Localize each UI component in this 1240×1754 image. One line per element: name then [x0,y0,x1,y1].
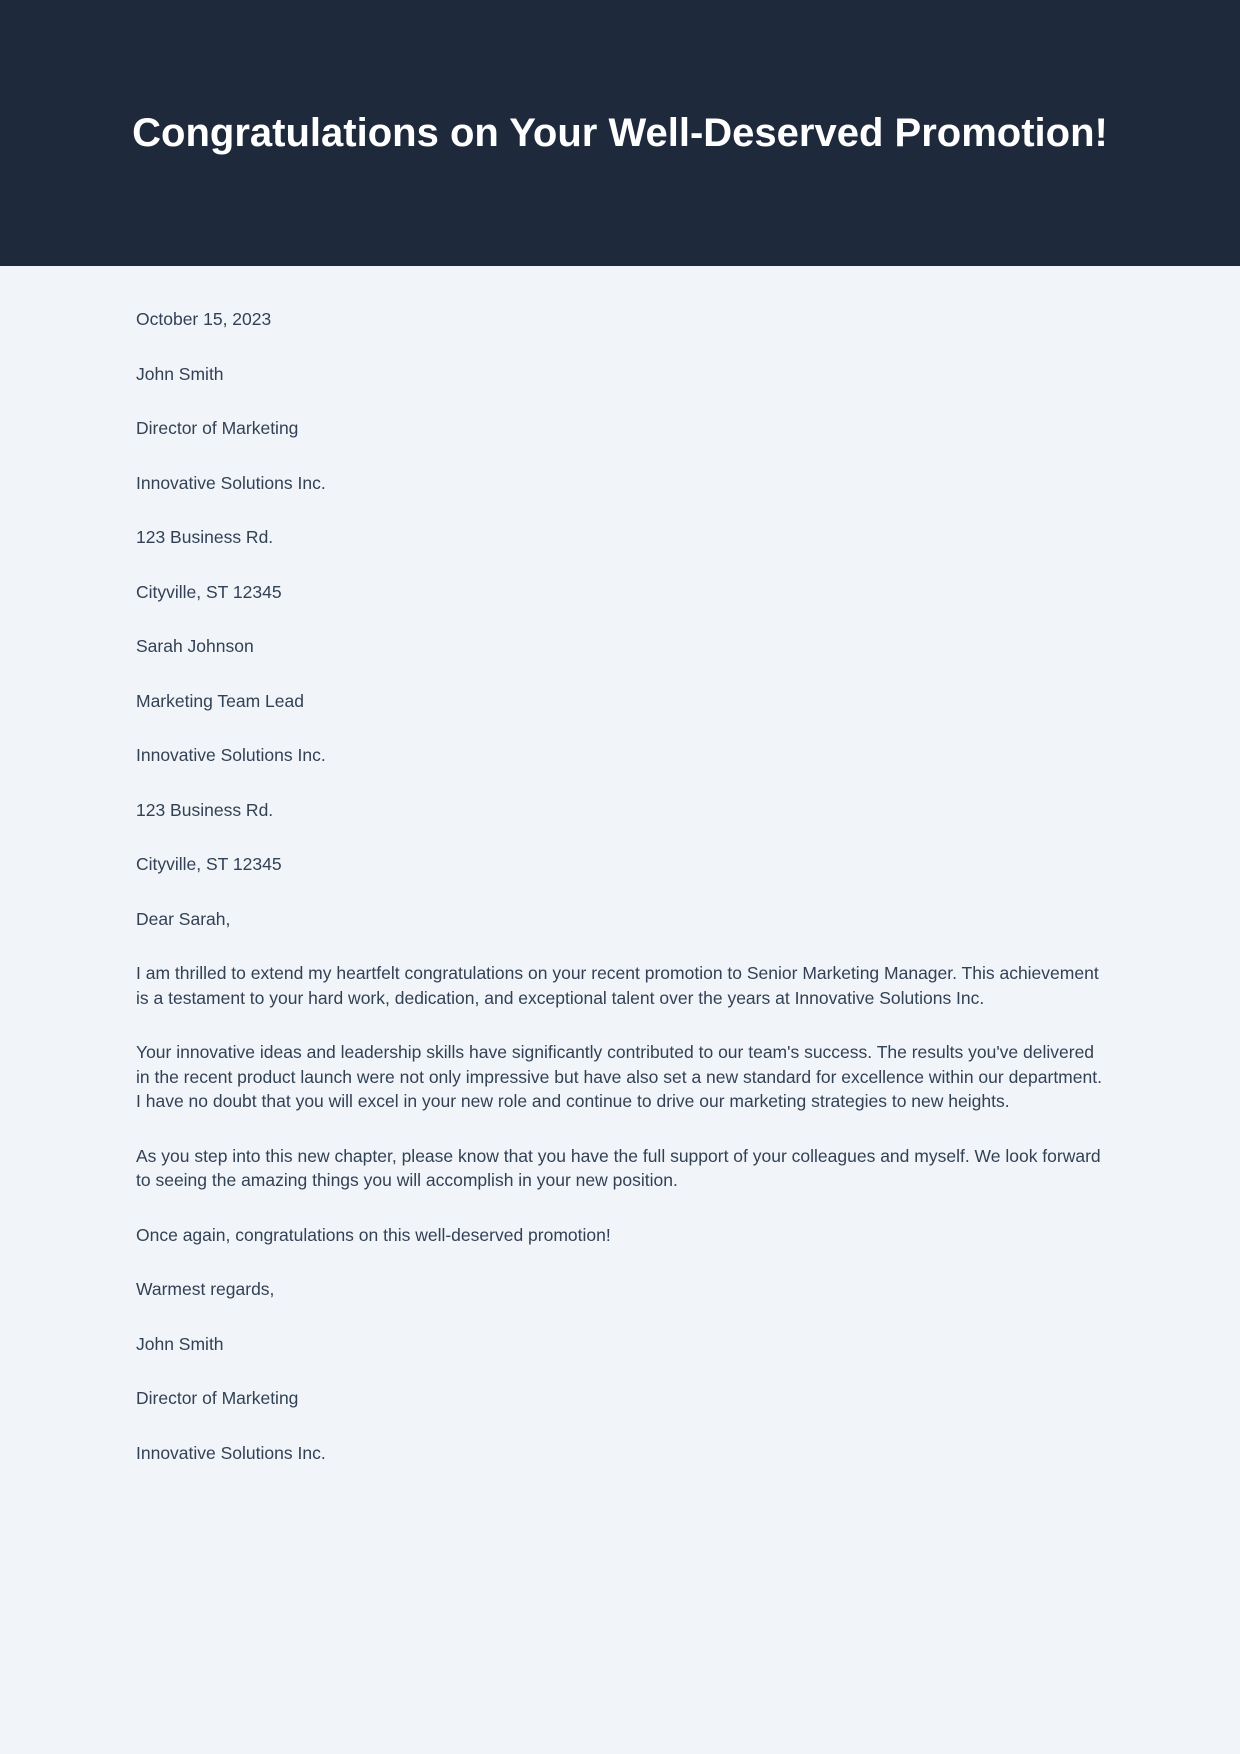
body-paragraph: I am thrilled to extend my heartfelt congratulations on your recent promotion to Senior Marketing Manager. This achievement is a testament to your hard work, dedication, and exceptional talent over the years at Innovative Solutions Inc. [136,963,1099,1008]
letter-header [0,0,1240,266]
body-paragraph: Your innovative ideas and leadership skills have significantly contributed to our team's success. The results you've delivered in the recent product launch were not only impressive but have also set a new standard for excellence within our department. I have no doubt that you will excel in your new role and continue to drive our marketing strategies to new heights. [136,1042,1102,1111]
sender-company: Innovative Solutions Inc. [136,472,326,493]
body-paragraph: As you step into this new chapter, please know that you have the full support of your colleagues and myself. We look forward to seeing the amazing things you will accomplish in your new position. [136,1145,1101,1190]
date-line: October 15, 2023 [136,309,272,329]
closing-line: Warmest regards, [136,1279,275,1299]
recipient-address-line2: Cityville, ST 12345 [136,854,282,874]
sender-name: John Smith [136,363,224,384]
recipient-address-line1: 123 Business Rd. [136,799,274,820]
sender-title: Director of Marketing [136,418,299,438]
salutation: Dear Sarah, [136,908,231,929]
signature-name: John Smith [136,1333,224,1354]
sender-address-line2: Cityville, ST 12345 [136,581,282,602]
body-paragraph: Once again, congratulations on this well-deserved promotion! [136,1224,611,1245]
signature-title: Director of Marketing [136,1388,299,1408]
signature-company: Innovative Solutions Inc. [136,1442,326,1463]
recipient-title: Marketing Team Lead [136,690,304,711]
recipient-name: Sarah Johnson [136,636,254,656]
letter-title: Congratulations on Your Well-Deserved Promotion! [132,111,1108,155]
sender-address-line1: 123 Business Rd. [136,527,274,547]
recipient-company: Innovative Solutions Inc. [136,745,326,765]
letter-body [136,266,1104,1575]
